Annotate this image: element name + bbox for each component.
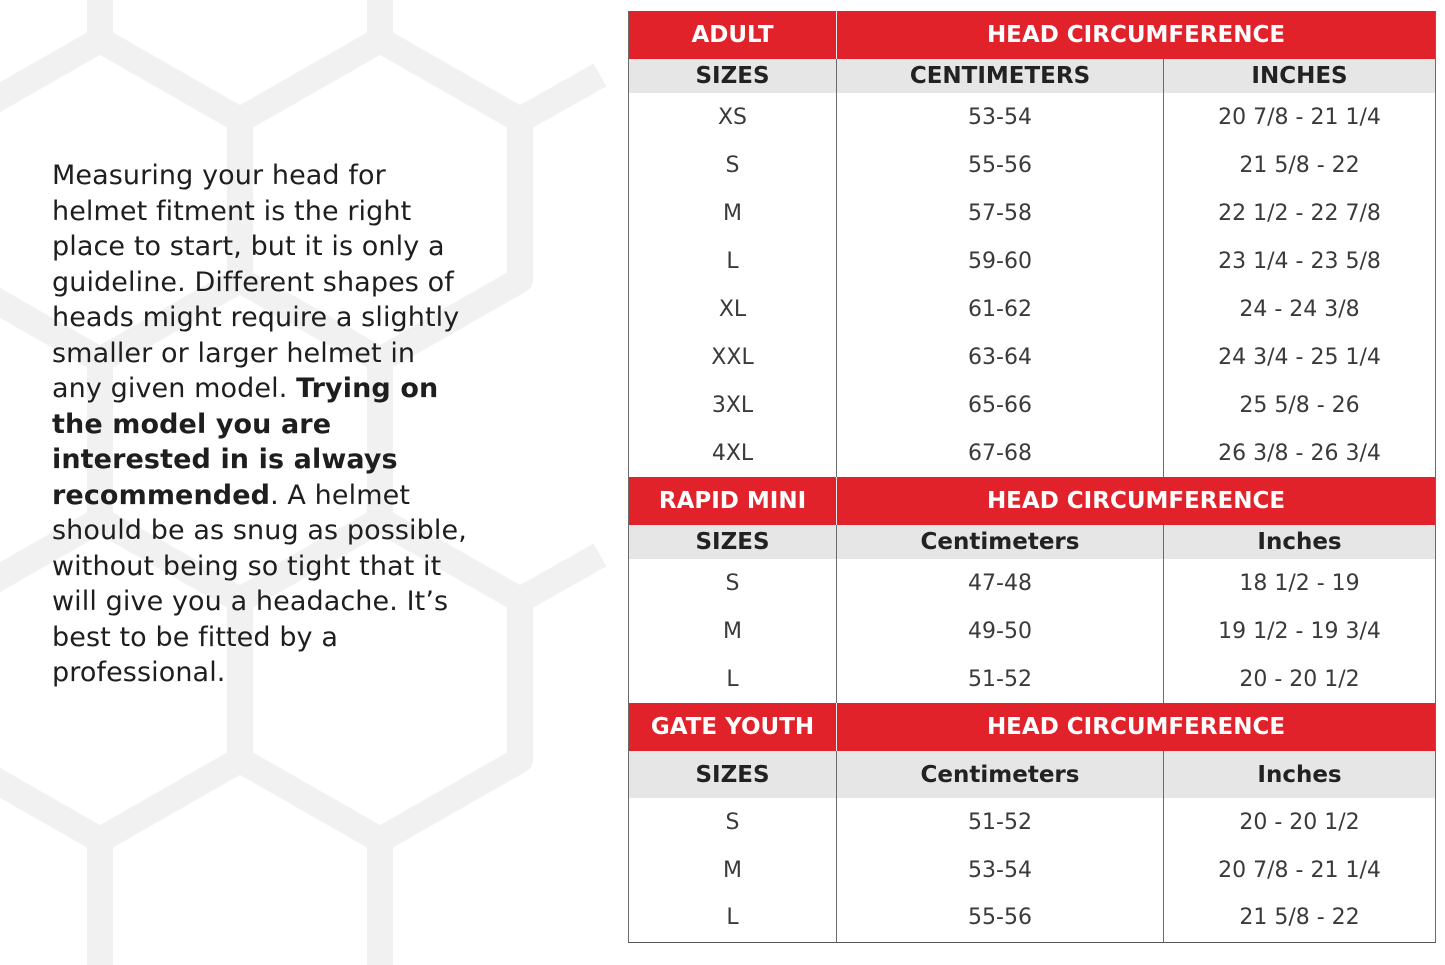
section-header-adult <box>629 11 1436 59</box>
column-header-inches: Inches <box>1164 525 1436 559</box>
inches-cell: 22 1/2 - 22 7/8 <box>1164 189 1436 237</box>
cm-cell: 47-48 <box>837 559 1164 607</box>
table-row <box>629 846 1436 894</box>
cm-cell: 59-60 <box>837 237 1164 285</box>
inches-cell: 23 1/4 - 23 5/8 <box>1164 237 1436 285</box>
column-header-inches: INCHES <box>1164 59 1436 93</box>
inches-cell: 24 - 24 3/8 <box>1164 285 1436 333</box>
column-header-sizes: SIZES <box>629 59 837 93</box>
table-row <box>629 429 1436 477</box>
table-row <box>629 607 1436 655</box>
intro-text: Measuring your head for helmet fitment is the right place to start, but it is only a guideline. Different shapes of heads might require a slightly smaller or larger helmet in any given model. <box>52 160 460 404</box>
table-row <box>629 381 1436 429</box>
inches-cell: 21 5/8 - 22 <box>1164 141 1436 189</box>
size-cell: L <box>629 655 837 703</box>
table-row <box>629 237 1436 285</box>
column-header-sizes: SIZES <box>629 751 837 798</box>
cm-cell: 51-52 <box>837 655 1164 703</box>
table-row <box>629 285 1436 333</box>
inches-cell: 21 5/8 - 22 <box>1164 894 1436 942</box>
size-cell: L <box>629 894 837 942</box>
size-cell: S <box>629 141 837 189</box>
table-row <box>629 559 1436 607</box>
helmet-size-chart <box>628 11 1436 943</box>
column-header-row <box>629 525 1436 559</box>
cm-cell: 61-62 <box>837 285 1164 333</box>
intro-bold-text: Trying on the model you are interested in is always recommended <box>52 373 439 511</box>
cm-cell: 65-66 <box>837 381 1164 429</box>
cm-cell: 53-54 <box>837 93 1164 141</box>
cm-cell: 63-64 <box>837 333 1164 381</box>
inches-cell: 20 - 20 1/2 <box>1164 798 1436 846</box>
cm-cell: 55-56 <box>837 141 1164 189</box>
inches-cell: 24 3/4 - 25 1/4 <box>1164 333 1436 381</box>
column-header-inches: Inches <box>1164 751 1436 798</box>
size-cell: S <box>629 798 837 846</box>
section-title: RAPID MINI <box>629 477 837 525</box>
size-cell: S <box>629 559 837 607</box>
cm-cell: 51-52 <box>837 798 1164 846</box>
table-row <box>629 333 1436 381</box>
table-row <box>629 798 1436 846</box>
size-cell: M <box>629 189 837 237</box>
section-header-gate-youth <box>629 703 1436 751</box>
group-header: HEAD CIRCUMFERENCE <box>837 477 1436 525</box>
column-header-cm: Centimeters <box>837 525 1164 559</box>
column-header-cm: CENTIMETERS <box>837 59 1164 93</box>
inches-cell: 26 3/8 - 26 3/4 <box>1164 429 1436 477</box>
group-header: HEAD CIRCUMFERENCE <box>837 11 1436 59</box>
size-cell: L <box>629 237 837 285</box>
inches-cell: 18 1/2 - 19 <box>1164 559 1436 607</box>
section-title: ADULT <box>629 11 837 59</box>
column-header-row <box>629 751 1436 798</box>
inches-cell: 19 1/2 - 19 3/4 <box>1164 607 1436 655</box>
inches-cell: 20 7/8 - 21 1/4 <box>1164 846 1436 894</box>
size-cell: XL <box>629 285 837 333</box>
table-row <box>629 189 1436 237</box>
cm-cell: 49-50 <box>837 607 1164 655</box>
column-header-sizes: SIZES <box>629 525 837 559</box>
size-cell: M <box>629 846 837 894</box>
table-row <box>629 894 1436 942</box>
cm-cell: 57-58 <box>837 189 1164 237</box>
intro-paragraph <box>52 158 472 691</box>
size-cell: 4XL <box>629 429 837 477</box>
column-header-cm: Centimeters <box>837 751 1164 798</box>
size-cell: XXL <box>629 333 837 381</box>
table-row <box>629 141 1436 189</box>
inches-cell: 25 5/8 - 26 <box>1164 381 1436 429</box>
table-row <box>629 655 1436 703</box>
size-cell: XS <box>629 93 837 141</box>
section-header-rapid-mini <box>629 477 1436 525</box>
section-title: GATE YOUTH <box>629 703 837 751</box>
intro-text-end: . A helmet should be as snug as possible, without being so tight that it will give you a headache. It’s best to be fitted by a professional. <box>52 479 467 688</box>
size-cell: 3XL <box>629 381 837 429</box>
column-header-row <box>629 59 1436 93</box>
table-row <box>629 93 1436 141</box>
cm-cell: 67-68 <box>837 429 1164 477</box>
cm-cell: 53-54 <box>837 846 1164 894</box>
cm-cell: 55-56 <box>837 894 1164 942</box>
inches-cell: 20 - 20 1/2 <box>1164 655 1436 703</box>
group-header: HEAD CIRCUMFERENCE <box>837 703 1436 751</box>
size-cell: M <box>629 607 837 655</box>
inches-cell: 20 7/8 - 21 1/4 <box>1164 93 1436 141</box>
